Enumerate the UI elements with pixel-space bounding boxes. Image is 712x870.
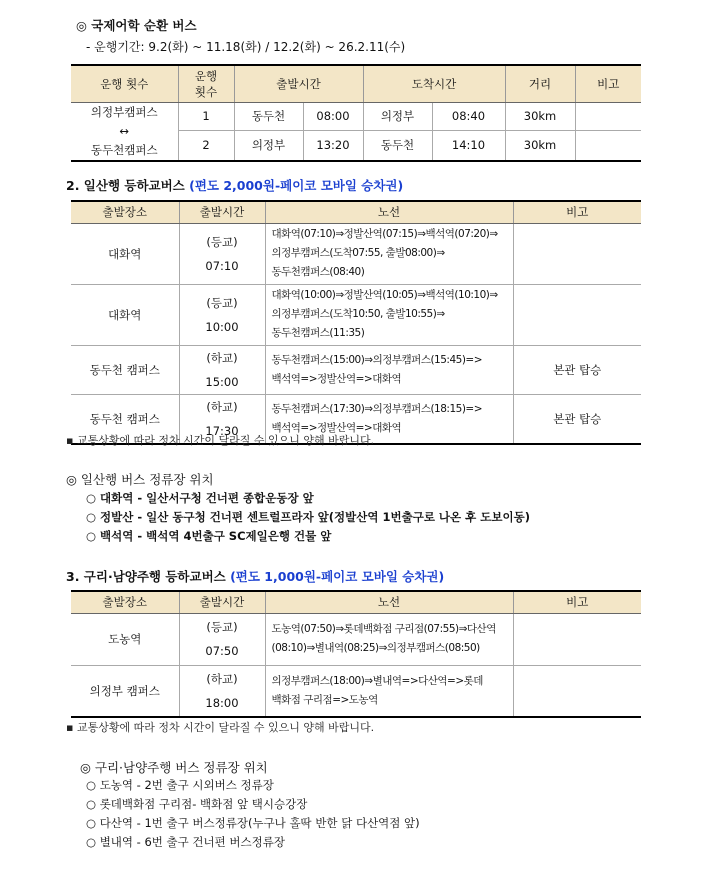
header-place: 출발장소: [71, 201, 179, 223]
header-route: 노선: [265, 591, 513, 613]
cell-place: 대화역: [71, 223, 179, 284]
header-place: 출발장소: [71, 591, 179, 613]
section2-heading: [66, 176, 403, 194]
cell-note: [513, 665, 641, 717]
header-time: 출발시간: [179, 591, 265, 613]
section1-title: ◎ 국제어학 순환 버스: [76, 18, 197, 33]
section2-title: 2. 일산행 등하교버스: [66, 178, 185, 193]
table-row: [71, 223, 641, 284]
table-row: [71, 284, 641, 345]
cell-dep: 13:20: [303, 130, 363, 160]
header-note: 비고: [575, 65, 641, 102]
section2-footnote: ▪ 교통상황에 따라 정차 시간이 달라질 수 있으니 양해 바랍니다.: [66, 434, 375, 447]
list-item: ○ 다산역 - 1번 출구 버스정류장(누구나 홀딱 반한 닭 다산역점 앞): [86, 816, 420, 830]
cell-note: 본관 탑승: [513, 345, 641, 394]
cell-arr: 08:40: [432, 102, 505, 130]
cell-to: 동두천: [363, 130, 432, 160]
guri-stops-title: ◎ 구리·남양주행 버스 정류장 위치: [80, 760, 268, 775]
cell-note: [513, 284, 641, 345]
circulation-bus-table: [71, 64, 641, 162]
list-item: ○ 도농역 - 2번 출구 시외버스 정류장: [86, 778, 274, 792]
cell-time: (하교) 15:00: [179, 345, 265, 394]
ilsan-stops-title: ◎ 일산행 버스 정류장 위치: [66, 472, 214, 487]
cell-route: 동두천캠퍼스(15:00)⇒의정부캠퍼스(15:45)=> 백석역=>정발산역=>대화역: [265, 345, 513, 394]
cell-time: (등교) 07:50: [179, 613, 265, 665]
list-item: ○ 별내역 - 6번 출구 건너편 버스정류장: [86, 835, 285, 849]
cell-dist: 30km: [505, 102, 575, 130]
cell-from: 의정부: [234, 130, 303, 160]
cell-place: 도농역: [71, 613, 179, 665]
section3-fare: (편도 1,000원-페이코 모바일 승차권): [230, 569, 445, 584]
cell-time: (등교) 10:00: [179, 284, 265, 345]
cell-route: 도농역(07:50)⇒롯데백화점 구리점(07:55)⇒다산역 (08:10)⇒별내역(08:25)⇒의정부캠퍼스(08:50): [265, 613, 513, 665]
cell-dist: 30km: [505, 130, 575, 160]
cell-time: (하교) 17:30: [179, 394, 265, 444]
cell-count: 2: [178, 130, 234, 160]
cell-note: [513, 613, 641, 665]
header-count: 운행 횟수: [178, 65, 234, 102]
cell-from: 동두천: [234, 102, 303, 130]
cell-time: (등교) 07:10: [179, 223, 265, 284]
header-distance: 거리: [505, 65, 575, 102]
header-time: 출발시간: [179, 201, 265, 223]
list-item: ○ 정발산 - 일산 동구청 건너편 센트럴프라자 앞(정발산역 1번출구로 나온 후 도보이동): [86, 510, 530, 524]
table-row: [71, 345, 641, 394]
list-item: ○ 롯데백화점 구리점- 백화점 앞 택시승강장: [86, 797, 308, 811]
section3-heading: [66, 567, 444, 585]
header-depart: 출발시간: [234, 65, 363, 102]
cell-route: 대화역(07:10)⇒정발산역(07:15)⇒백석역(07:20)⇒ 의정부캠퍼스(도착07:55, 출발08:00)⇒ 동두천캠퍼스(08:40): [265, 223, 513, 284]
cell-to: 의정부: [363, 102, 432, 130]
header-route: 노선: [265, 201, 513, 223]
cell-route: 대화역(10:00)⇒정발산역(10:05)⇒백석역(10:10)⇒ 의정부캠퍼스(도착10:50, 출발10:55)⇒ 동두천캠퍼스(11:35): [265, 284, 513, 345]
route-label: 의정부캠퍼스 ↔ 동두천캠퍼스: [71, 102, 178, 161]
header-route: 운행 횟수: [71, 65, 178, 102]
cell-note: [575, 102, 641, 130]
guri-bus-table: [71, 590, 641, 718]
header-note: 비고: [513, 591, 641, 613]
header-note: 비고: [513, 201, 641, 223]
cell-place: 의정부 캠퍼스: [71, 665, 179, 717]
cell-dep: 08:00: [303, 102, 363, 130]
table-row: [71, 613, 641, 665]
list-item: ○ 대화역 - 일산서구청 건너편 종합운동장 앞: [86, 491, 314, 505]
table-row: [71, 665, 641, 717]
cell-place: 대화역: [71, 284, 179, 345]
section1-period: - 운행기간: 9.2(화) ~ 11.18(화) / 12.2(화) ~ 26.2.11(수): [86, 40, 406, 54]
cell-place: 동두천 캠퍼스: [71, 394, 179, 444]
cell-route: 동두천캠퍼스(17:30)⇒의정부캠퍼스(18:15)=> 백석역=>정발산역=>대화역: [265, 394, 513, 444]
cell-note: [513, 223, 641, 284]
header-arrive: 도착시간: [363, 65, 505, 102]
cell-arr: 14:10: [432, 130, 505, 160]
ilsan-bus-table: [71, 200, 641, 445]
cell-route: 의정부캠퍼스(18:00)⇒별내역=>다산역=>롯데 백화점 구리점=>도농역: [265, 665, 513, 717]
section3-title: 3. 구리·남양주행 등하교버스: [66, 569, 226, 584]
cell-note: 본관 탑승: [513, 394, 641, 444]
section3-footnote: ▪ 교통상황에 따라 정차 시간이 달라질 수 있으니 양해 바랍니다.: [66, 721, 375, 734]
section2-fare: (편도 2,000원-페이코 모바일 승차권): [189, 178, 404, 193]
list-item: ○ 백석역 - 백석역 4번출구 SC제일은행 건물 앞: [86, 529, 332, 543]
cell-place: 동두천 캠퍼스: [71, 345, 179, 394]
cell-time: (하교) 18:00: [179, 665, 265, 717]
cell-count: 1: [178, 102, 234, 130]
cell-note: [575, 130, 641, 160]
